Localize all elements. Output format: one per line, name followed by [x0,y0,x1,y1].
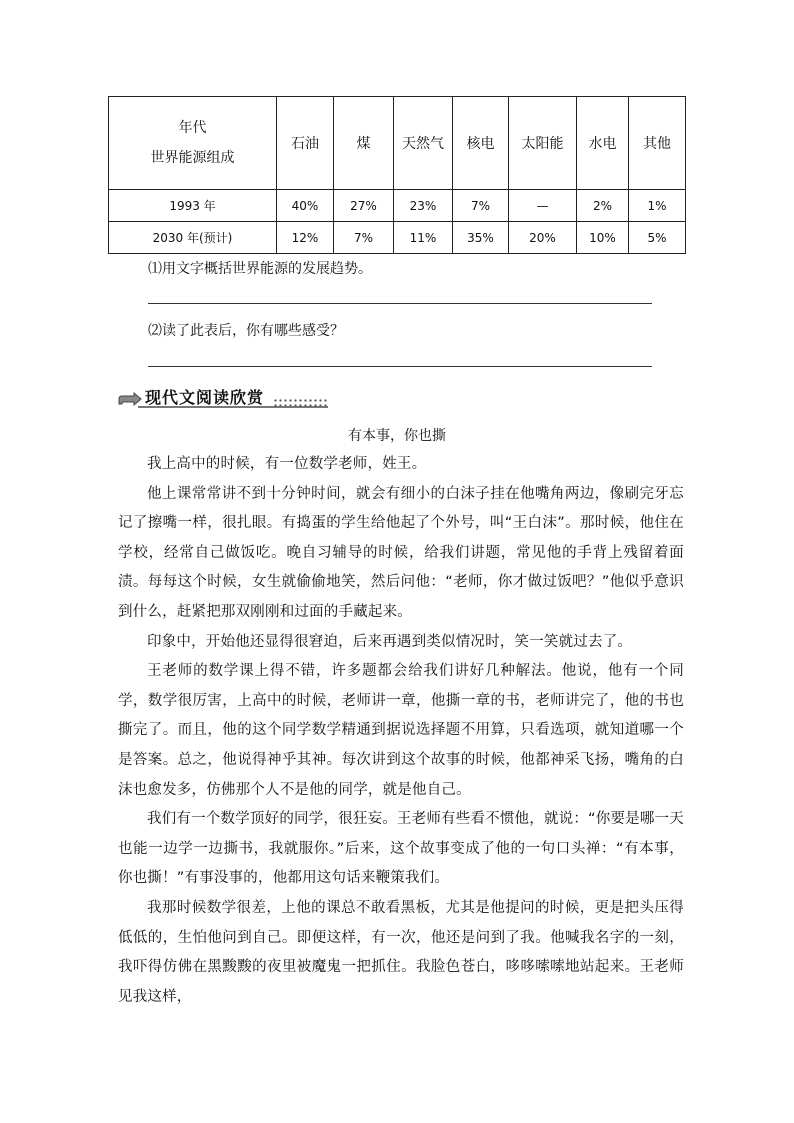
row-label: 1993 年 [109,190,277,222]
column-header: 水电 [577,97,629,190]
section-banner [118,384,328,410]
table-cell: 20% [509,222,577,254]
table-cell: 1% [629,190,686,222]
header-year-label: 年代 [178,120,207,136]
energy-table-container [108,96,685,254]
paragraph: 我那时候数学很差，上他的课总不敢看黑板，尤其是他提问的时候，更是把头压得低低的，生怕他问到自己。即便这样，有一次，他还是问到了我。他喊我名字的一刻，我吓得仿佛在黑黢黢的夜里被魔鬼一把抓住。我脸色苍白，哆哆嗦嗦地站起来。王老师见我这样， [118,899,684,1005]
table-cell: 7% [334,222,394,254]
diagonal-header-cell [109,97,277,190]
paragraph: 我们有一个数学顶好的同学，很狂妄。王老师有些看不惯他，就说：“你要是哪一天也能一边学一边撕书，我就服你。”后来，这个故事变成了他的一句口头禅：“有本事，你也撕！”有事没事的，他都用这句话来鞭策我们。 [118,811,684,887]
table-row [109,190,686,222]
question-1: ⑴用文字概括世界能源的发展趋势。 [148,261,372,277]
table-row [109,222,686,254]
header-composition-label: 世界能源组成 [150,150,235,166]
column-header: 太阳能 [509,97,577,190]
table-cell: 35% [453,222,509,254]
paragraph: 印象中，开始他还显得很窘迫，后来再遇到类似情况时，笑一笑就过去了。 [147,633,633,650]
column-header: 煤 [334,97,394,190]
column-header: 核电 [453,97,509,190]
column-header: 天然气 [394,97,453,190]
table-cell: 5% [629,222,686,254]
story-title: 有本事，你也撕 [348,428,446,444]
answer-line-2[interactable] [148,366,652,367]
paragraph: 他上课常常讲不到十分钟时间，就会有细小的白沫子挂在他嘴角两边，像刷完牙忘记了擦嘴一样，很扎眼。有捣蛋的学生给他起了个外号，叫“王白沫”。那时候，他住在学校，经常自己做饭吃。晚自习辅导的时候，给我们讲题，常见他的手背上残留着面渍。每每这个时候，女生就偷偷地笑，然后问他：“老师，你才做过饭吧？”他似乎意识到什么，赶紧把那双刚刚和过面的手藏起来。 [118,485,684,620]
table-cell: 10% [577,222,629,254]
arrow-right-icon [118,392,142,406]
table-cell: 2% [577,190,629,222]
table-cell: 12% [277,222,334,254]
table-cell: — [509,190,577,222]
banner-dots-decoration [273,398,329,408]
table-cell: 27% [334,190,394,222]
table-cell: 7% [453,190,509,222]
answer-line-1[interactable] [148,303,652,304]
column-header: 石油 [277,97,334,190]
section-title: 现代文阅读欣赏 [145,388,265,407]
column-header: 其他 [629,97,686,190]
paragraph: 王老师的数学课上得不错，许多题都会给我们讲好几种解法。他说，他有一个同学，数学很厉害，上高中的时候，老师讲一章，他撕一章的书，老师讲完了，他的书也撕完了。而且，他的这个同学数学精通到据说选择题不用算，只看选项，就知道哪一个是答案。总之，他说得神乎其神。每次讲到这个故事的时候，他都神采飞扬，嘴角的白沫也愈发多，仿佛那个人不是他的同学，就是他自己。 [118,663,684,798]
table-cell: 11% [394,222,453,254]
row-label: 2030 年(预计) [109,222,277,254]
energy-table [108,96,686,254]
paragraph: 我上高中的时候，有一位数学老师，姓王。 [147,456,427,472]
table-header-row [109,97,686,190]
question-2: ⑵读了此表后，你有哪些感受？ [148,323,344,339]
table-cell: 40% [277,190,334,222]
table-cell: 23% [394,190,453,222]
article-body [118,450,684,1012]
